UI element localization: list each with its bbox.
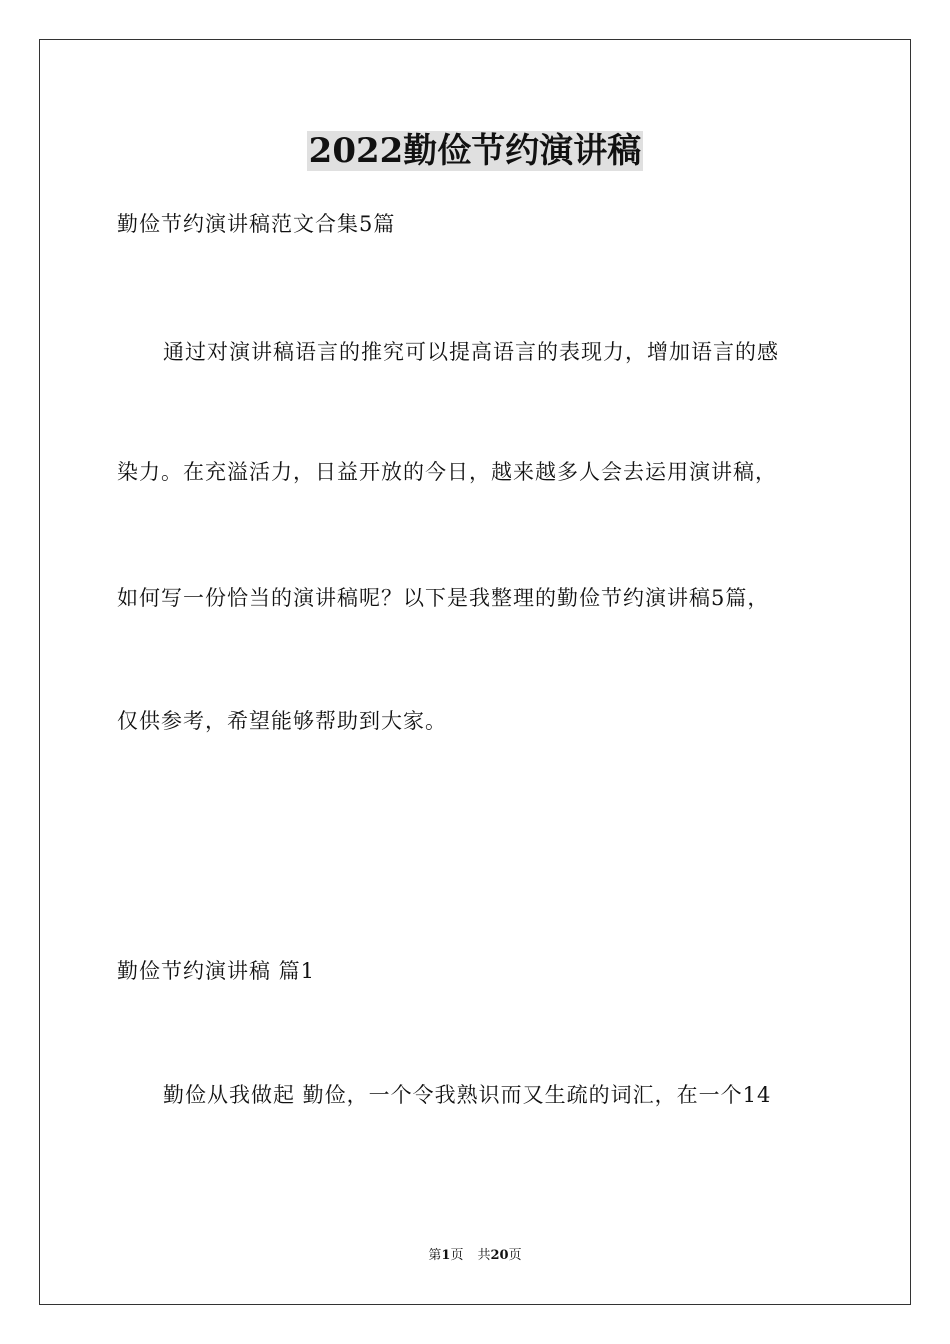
document-title xyxy=(0,126,950,176)
footer-total-suffix: 页 xyxy=(508,1248,522,1263)
footer-total-pages: 20 xyxy=(490,1248,509,1263)
paragraph-line-4: 仅供参考，希望能够帮助到大家。 xyxy=(117,709,447,733)
footer-page-number: 1 xyxy=(441,1248,451,1263)
paragraph-line-2: 染力。在充溢活力，日益开放的今日，越来越多人会去运用演讲稿， xyxy=(117,460,777,484)
document-title-text: 2022勤俭节约演讲稿 xyxy=(308,131,642,171)
paragraph-line-3: 如何写一份恰当的演讲稿呢？以下是我整理的勤俭节约演讲稿5篇， xyxy=(117,586,770,610)
section-heading: 勤俭节约演讲稿 篇1 xyxy=(117,959,316,983)
page-footer xyxy=(0,1246,950,1266)
footer-page-suffix: 页 xyxy=(450,1248,464,1263)
footer-page-prefix: 第 xyxy=(428,1248,442,1263)
section-first-line: 勤俭从我做起 勤俭，一个令我熟识而又生疏的词汇，在一个14 xyxy=(163,1083,772,1107)
document-subtitle: 勤俭节约演讲稿范文合集5篇 xyxy=(117,212,396,236)
footer-total-prefix: 共 xyxy=(477,1248,491,1263)
paragraph-line-1: 通过对演讲稿语言的推究可以提高语言的表现力，增加语言的感 xyxy=(163,340,779,364)
